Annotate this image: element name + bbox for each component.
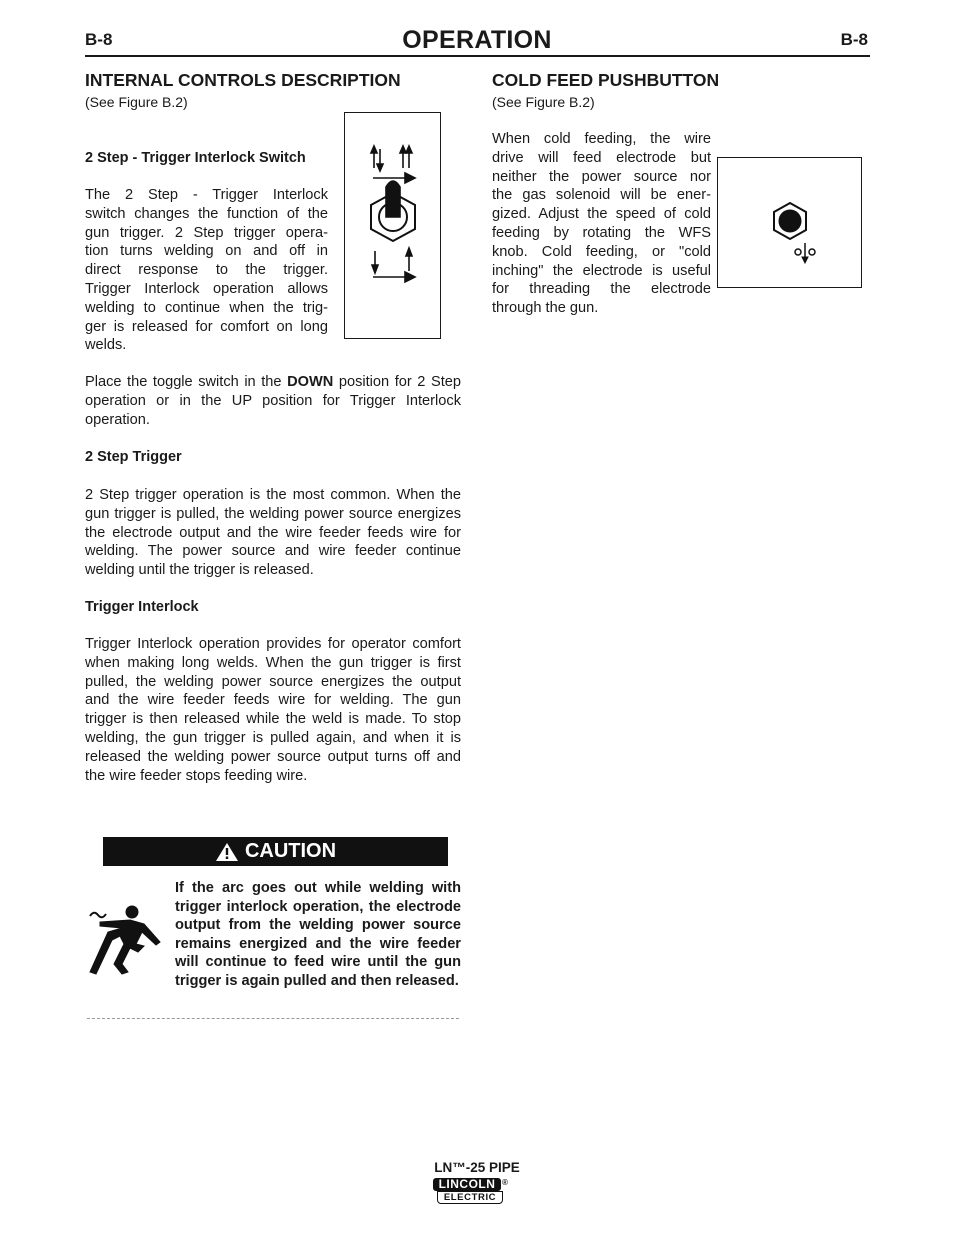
text-line: inching" the electrode is useful — [492, 262, 711, 279]
text-line: knob. Cold feeding, or "cold — [492, 243, 711, 260]
text-line: drive will feed electrode but — [492, 149, 711, 166]
text-run: Place the toggle switch in the — [85, 374, 288, 390]
two-step-trigger-paragraph: 2 Step trigger operation is the most common. When the gun trigger is pulled, the welding power source energizes the electrode output and the wire feeder feeds wire for welding. The power source and wire feeder continue welding until the trigger is released. — [85, 487, 461, 579]
text-line: ger is released for comfort on long — [85, 318, 328, 335]
logo-top-text: LINCOLN — [433, 1178, 501, 1191]
text-run: position for 2 Step operation or in the UP position for Trigger Interlock operation. — [85, 374, 461, 428]
text-line: switch changes the function of the — [85, 205, 328, 222]
text-line: gun trigger. 2 Step trigger opera- — [85, 224, 328, 241]
text-line: gized. Adjust the speed of cold — [492, 206, 711, 223]
subsection-heading-switch: 2 Step - Trigger Interlock Switch — [85, 150, 306, 166]
section-heading-internal-controls: INTERNAL CONTROLS DESCRIPTION — [85, 70, 401, 90]
electric-shock-icon — [86, 902, 164, 976]
caution-banner — [103, 837, 448, 866]
bold-text-down: DOWN — [287, 374, 334, 390]
text-line: When cold feeding, the wire — [492, 131, 711, 147]
logo-bottom-text: ELECTRIC — [437, 1191, 503, 1204]
text-line: Trigger Interlock operation allows — [85, 280, 328, 297]
text-line: tion turns welding on and off in — [85, 243, 328, 260]
text-line: feeding by rotating the WFS — [492, 224, 711, 241]
trigger-interlock-paragraph: Trigger Interlock operation provides for operator comfort when making long welds. When the gun trigger is first pulled, the welding power source energizes the output and the wire feeder feeds wire for welding. The gun trigger is then released while the weld is made. To stop welding, the gun trigger is pulled again, and when it is released the welding power source output turns off and the wire feeder stops feeding wire. — [85, 636, 461, 784]
caution-bottom-rule — [87, 1018, 459, 1019]
toggle-switch-figure — [344, 112, 441, 339]
header-rule — [85, 55, 870, 57]
text-line: direct response to the trigger. — [85, 262, 328, 279]
page-number-right: B-8 — [840, 30, 868, 49]
warning-triangle-icon — [215, 842, 239, 862]
text-line: neither the power source nor — [492, 168, 711, 185]
subsection-heading-2-step-trigger: 2 Step Trigger — [85, 449, 182, 465]
caution-text: If the arc goes out while welding with trigger interlock operation, the electrode output from the welding power source remains energized and the wire feeder will continue to feed wire until the gun trigger is again pulled and then released. — [175, 880, 461, 989]
text-line: welds. — [85, 337, 127, 354]
see-figure-note: (See Figure B.2) — [85, 94, 188, 110]
text-line: the gas solenoid will be ener- — [492, 187, 711, 204]
registered-mark: ® — [502, 1178, 508, 1187]
switch-description — [85, 186, 328, 355]
text-line: welding to continue when the trig- — [85, 299, 328, 316]
page-number-left: B-8 — [85, 30, 113, 49]
footer-model: LN™-25 PIPE — [434, 1160, 520, 1175]
text-line: for threading the electrode — [492, 281, 711, 298]
see-figure-note-right: (See Figure B.2) — [492, 94, 595, 110]
lincoln-electric-logo — [433, 1178, 511, 1206]
section-heading-cold-feed: COLD FEED PUSHBUTTON — [492, 70, 720, 90]
text-line: The 2 Step - Trigger Interlock — [85, 187, 328, 203]
toggle-switch-icon — [345, 113, 440, 338]
pushbutton-icon — [718, 158, 861, 287]
text-line: through the gun. — [492, 300, 599, 317]
caution-label: CAUTION — [244, 840, 337, 862]
subsection-heading-trigger-interlock: Trigger Interlock — [85, 599, 199, 615]
toggle-position-paragraph — [85, 373, 461, 429]
cold-feed-paragraph — [492, 130, 711, 318]
cold-feed-pushbutton-figure — [717, 157, 862, 288]
page-title: OPERATION — [402, 26, 552, 54]
